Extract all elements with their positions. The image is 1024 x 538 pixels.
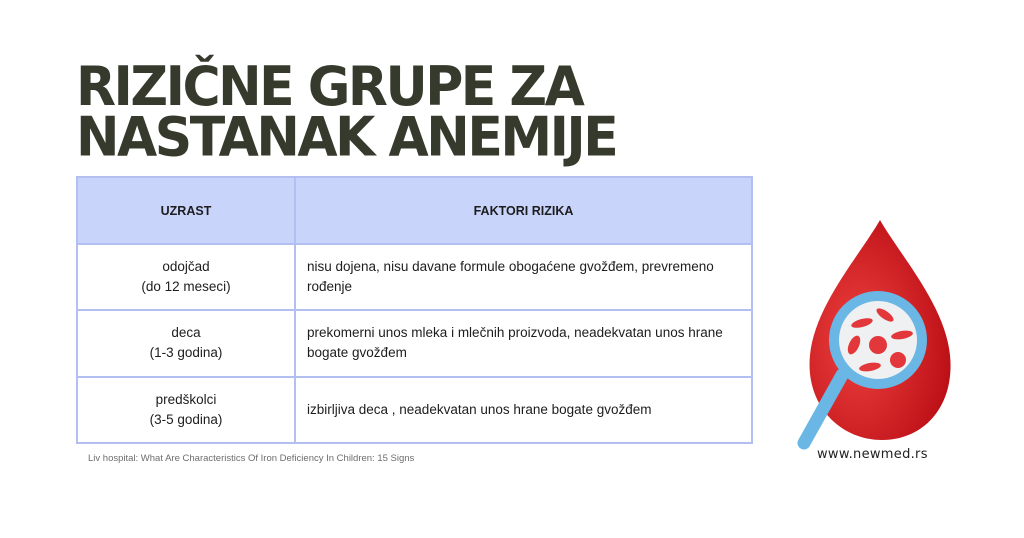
table-row bbox=[77, 377, 752, 443]
age-label: predškolci bbox=[155, 391, 217, 407]
risk-groups-table bbox=[76, 176, 753, 444]
age-label: odojčad bbox=[162, 259, 210, 275]
factors-cell: prekomerni unos mleka i mlečnih proizvoda, neadekvatan unos hrane bogate gvožđem bbox=[295, 310, 752, 376]
page-title bbox=[76, 55, 617, 170]
factors-cell: nisu dojena, nisu davane formule obogaćene gvožđem, prevremeno rođenje bbox=[295, 244, 752, 310]
factors-cell: izbirljiva deca , neadekvatan unos hrane bogate gvožđem bbox=[295, 377, 752, 443]
age-range: (3-5 godina) bbox=[149, 411, 223, 427]
title-line-2: NASTANAK ANEMIJE bbox=[76, 106, 617, 170]
blood-drop-magnifier-icon bbox=[790, 215, 960, 455]
age-label: deca bbox=[171, 325, 201, 341]
title-line-1: RIZIČNE GRUPE ZA bbox=[76, 55, 583, 119]
website-url: www.newmed.rs bbox=[817, 447, 928, 462]
age-cell bbox=[77, 310, 295, 376]
table-header-row bbox=[77, 177, 752, 244]
header-age: UZRAST bbox=[77, 177, 295, 244]
age-cell bbox=[77, 244, 295, 310]
table-row bbox=[77, 310, 752, 376]
age-range: (do 12 meseci) bbox=[141, 279, 231, 295]
age-range: (1-3 godina) bbox=[149, 345, 223, 361]
age-cell bbox=[77, 377, 295, 443]
source-citation: Liv hospital: What Are Characteristics Of Iron Deficiency In Children: 15 Signs bbox=[88, 453, 415, 464]
table-row bbox=[77, 244, 752, 310]
header-factors: FAKTORI RIZIKA bbox=[295, 177, 752, 244]
